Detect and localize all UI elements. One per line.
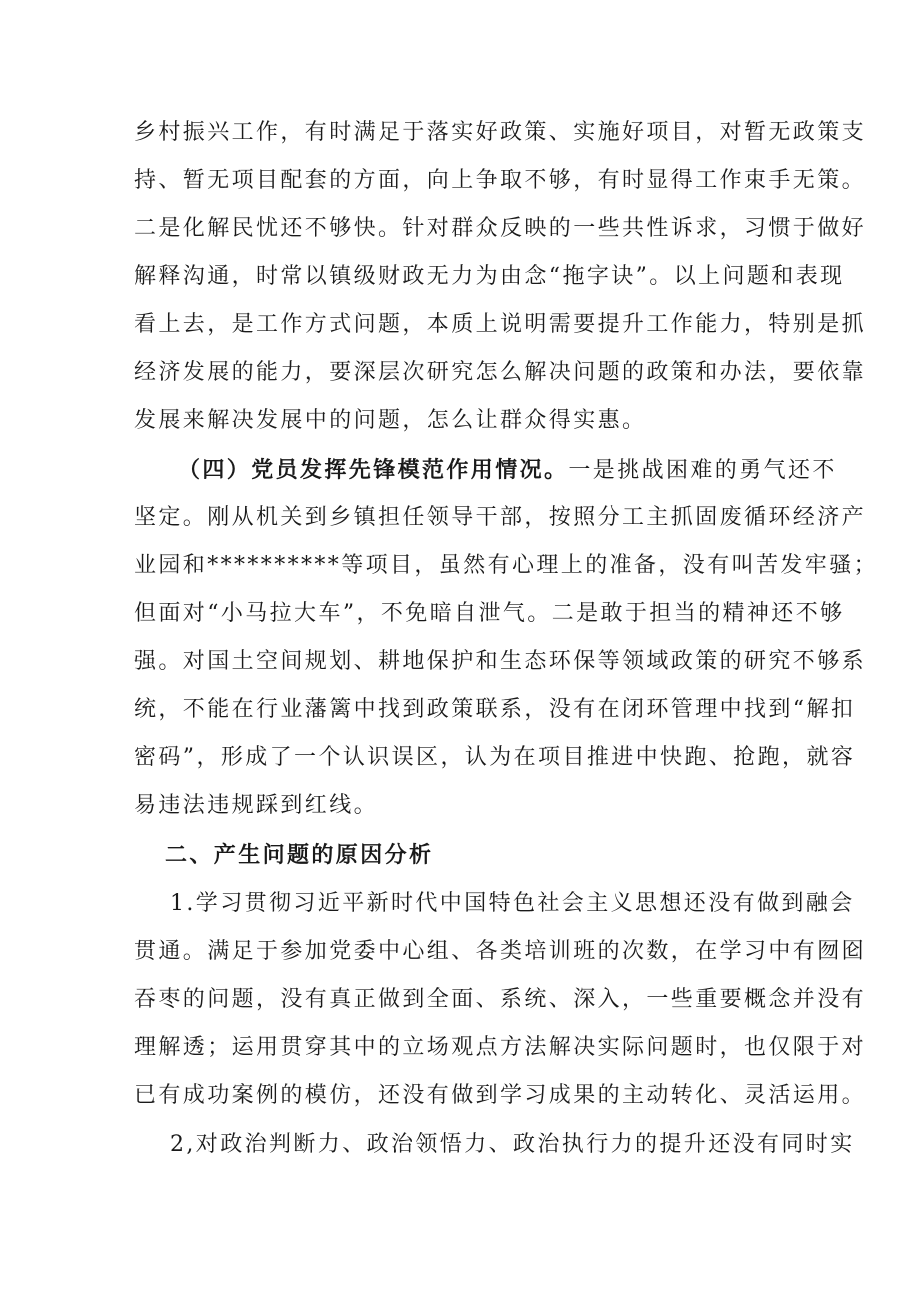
text-line: 乡村振兴工作，有时满足于落实好政策、实施好项目，对暂无政策支: [134, 120, 867, 145]
text-line: 看上去，是工作方式问题，本质上说明需要提升工作能力，特别是抓: [134, 312, 867, 337]
text-line: 吞枣的问题，没有真正做到全面、系统、深入，一些重要概念并没有: [134, 987, 867, 1012]
text-line: 易违法违规踩到红线。: [134, 793, 379, 818]
text-line: 理解透；运用贯穿其中的立场观点方法解决实际问题时，也仅限于对: [134, 1035, 867, 1060]
text-line: 1.学习贯彻习近平新时代中国特色社会主义思想还没有做到融会: [170, 891, 855, 916]
text-line: 解释沟通，时常以镇级财政无力为由念“拖字诀”。以上问题和表现: [134, 264, 845, 289]
text-line: 统，不能在行业藩篱中找到政策联系，没有在闭环管理中找到“解扣: [134, 697, 856, 722]
text-line: 已有成功案例的模仿，还没有做到学习成果的主动转化、灵活运用。: [134, 1083, 867, 1108]
section-heading: 二、产生问题的原因分析: [165, 842, 434, 868]
text-line: 业园和**********等项目，虽然有心理上的准备，没有叫苦发牢骚；: [134, 553, 879, 578]
text-line: 但面对“小马拉大车”，不免暗自泄气。二是敢于担当的精神还不够: [134, 601, 845, 626]
text-line: 2,对政治判断力、政治领悟力、政治执行力的提升还没有同时实: [170, 1132, 855, 1157]
text-line: 经济发展的能力，要深层次研究怎么解决问题的政策和办法，要依靠: [134, 360, 867, 385]
text-line: 坚定。刚从机关到乡镇担任领导干部，按照分工主抓固废循环经济产: [134, 505, 867, 530]
text-span: 一是挑战困难的勇气还不: [568, 458, 837, 483]
subsection-heading: （四）党员发挥先锋模范作用情况。: [178, 457, 569, 483]
text-line: 二是化解民忧还不够快。针对群众反映的一些共性诉求，习惯于做好: [134, 216, 867, 241]
text-line: 贯通。满足于参加党委中心组、各类培训班的次数，在学习中有囫囵: [134, 939, 867, 964]
text-line: 发展来解决发展中的问题，怎么让群众得实惠。: [134, 408, 647, 433]
text-line: 强。对国土空间规划、耕地保护和生态环保等领域政策的研究不够系: [134, 649, 867, 674]
text-line: 密码”，形成了一个认识误区，认为在项目推进中快跑、抢跑，就容: [134, 745, 856, 770]
paragraph-first-line: [178, 450, 837, 490]
text-line: 持、暂无项目配套的方面，向上争取不够，有时显得工作束手无策。: [134, 168, 867, 193]
